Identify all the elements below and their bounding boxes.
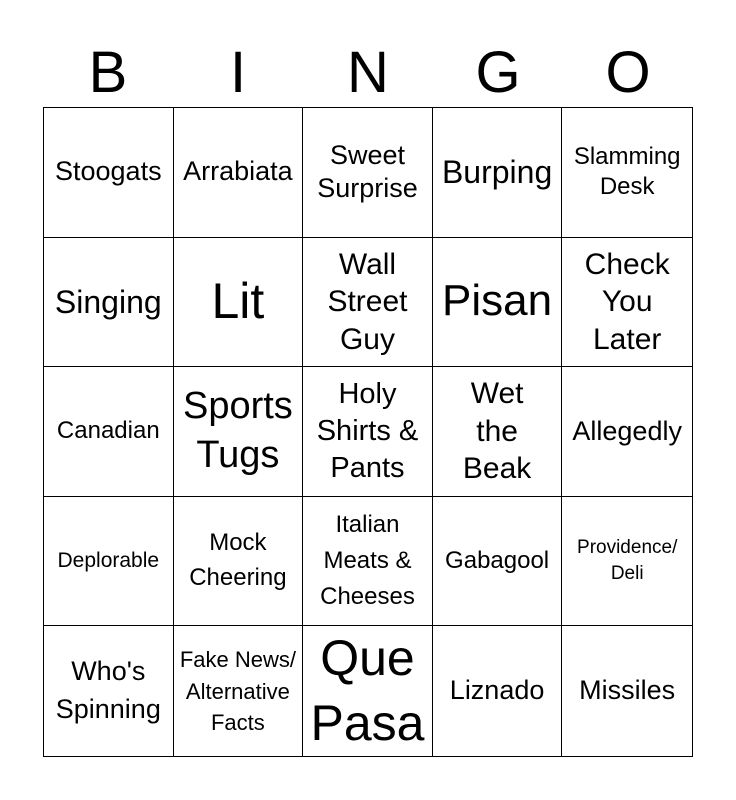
bingo-cell-r1-c5[interactable] xyxy=(562,108,692,238)
bingo-cell-r2-c3[interactable] xyxy=(303,238,433,368)
bingo-cell-r4-c2[interactable] xyxy=(174,497,304,627)
cell-text: Slamming Desk xyxy=(573,143,681,201)
cell-text: Fake News/ Alternative Facts xyxy=(179,647,296,735)
bingo-cell-r1-c1[interactable] xyxy=(44,108,174,238)
cell-text: Sweet Surprise xyxy=(317,139,418,204)
cell-text: Que Pasa xyxy=(310,630,425,752)
bingo-header xyxy=(43,38,693,108)
bingo-cell-r2-c5[interactable] xyxy=(562,238,692,368)
cell-text: Who's Spinning xyxy=(55,656,161,725)
bingo-cell-r3-c5[interactable] xyxy=(562,367,692,497)
cell-text: Sports Tugs xyxy=(182,385,293,477)
bingo-cell-r4-c1[interactable] xyxy=(44,497,174,627)
bingo-cell-r2-c2[interactable] xyxy=(174,238,304,368)
cell-text: Holy Shirts & Pants xyxy=(316,377,419,485)
bingo-cell-r3-c1[interactable] xyxy=(44,367,174,497)
header-letter-g: G xyxy=(475,40,521,105)
cell-text: Wet the Beak xyxy=(462,377,532,486)
cell-text: Pisan xyxy=(442,276,553,326)
bingo-cell-r5-c3[interactable] xyxy=(303,626,433,756)
header-letter-n: N xyxy=(347,40,389,105)
cell-text: Liznado xyxy=(449,675,545,706)
cell-text: Canadian xyxy=(56,417,160,445)
cell-text: Lit xyxy=(211,273,265,330)
cell-text: Providence/ Deli xyxy=(577,536,678,585)
bingo-cell-r3-c2[interactable] xyxy=(174,367,304,497)
cell-text: Wall Street Guy xyxy=(327,247,408,356)
bingo-cell-r2-c1[interactable] xyxy=(44,238,174,368)
cell-text: Italian Meats & Cheeses xyxy=(320,511,415,611)
cell-text: Stoogats xyxy=(55,156,162,187)
header-letter-b: B xyxy=(88,40,128,105)
bingo-cell-r3-c3[interactable] xyxy=(303,367,433,497)
cell-text: Allegedly xyxy=(572,415,682,446)
bingo-cell-r5-c1[interactable] xyxy=(44,626,174,756)
bingo-cell-r1-c2[interactable] xyxy=(174,108,304,238)
cell-text: Gabagool xyxy=(445,547,550,575)
cell-text: Singing xyxy=(54,283,162,320)
cell-text: Missiles xyxy=(579,675,676,706)
bingo-cell-r2-c4[interactable] xyxy=(433,238,563,368)
header-letter-i: I xyxy=(229,40,247,105)
header-letter-o: O xyxy=(605,40,651,105)
cell-text: Mock Cheering xyxy=(189,529,287,592)
cell-text: Deplorable xyxy=(57,549,160,573)
bingo-cell-r4-c5[interactable] xyxy=(562,497,692,627)
bingo-cell-r5-c5[interactable] xyxy=(562,626,692,756)
cell-text: Burping xyxy=(441,154,553,191)
bingo-grid xyxy=(43,107,693,757)
bingo-cell-r4-c3[interactable] xyxy=(303,497,433,627)
bingo-cell-r5-c4[interactable] xyxy=(433,626,563,756)
bingo-cell-r1-c4[interactable] xyxy=(433,108,563,238)
bingo-cell-r1-c3[interactable] xyxy=(303,108,433,238)
bingo-cell-r5-c2[interactable] xyxy=(174,626,304,756)
bingo-cell-r3-c4[interactable] xyxy=(433,367,563,497)
cell-text: Check You Later xyxy=(584,247,670,356)
cell-text: Arrabiata xyxy=(183,156,293,187)
bingo-cell-r4-c4[interactable] xyxy=(433,497,563,627)
